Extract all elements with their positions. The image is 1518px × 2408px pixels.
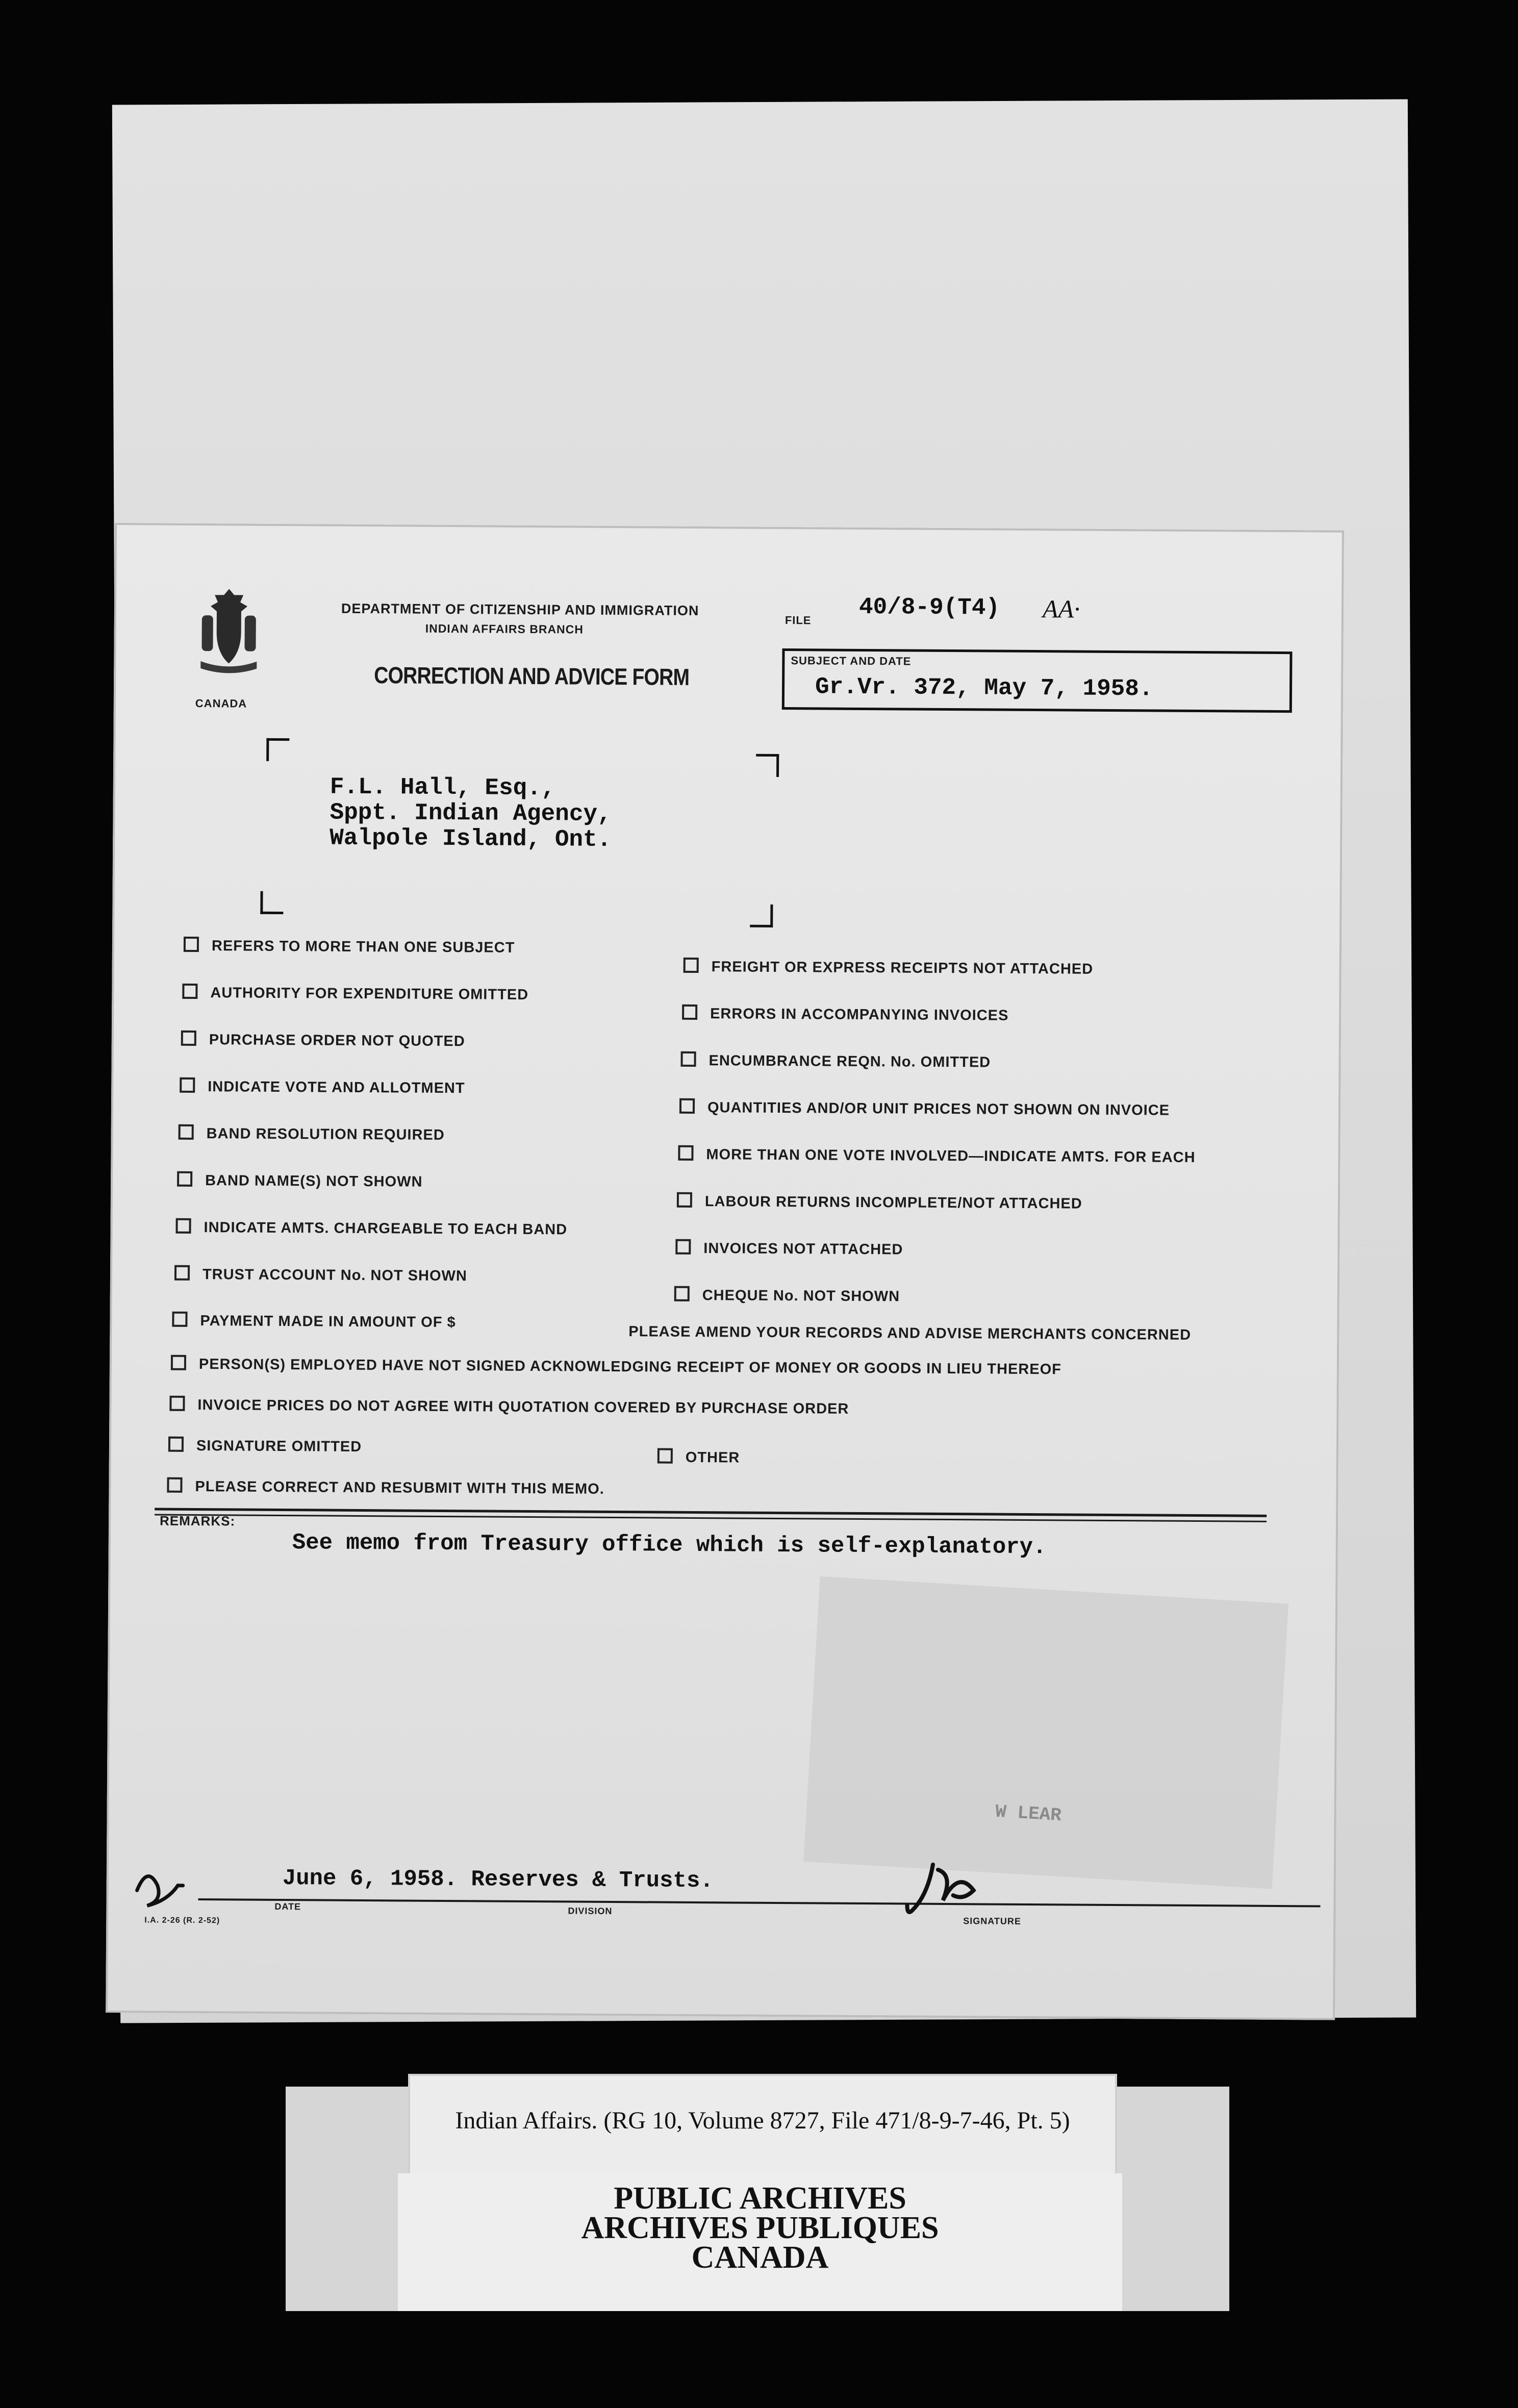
crest-caption: CANADA [195, 696, 247, 710]
checkbox[interactable] [171, 1355, 186, 1370]
checkbox[interactable] [181, 1031, 196, 1046]
checkbox[interactable] [675, 1239, 691, 1255]
checkbox[interactable] [681, 1051, 696, 1067]
address-block [330, 774, 612, 852]
canada-crest-icon [190, 585, 267, 687]
archive-line: ARCHIVES PUBLIQUES [581, 2211, 939, 2245]
remarks-text: See memo from Treasury office which is self-explanatory. [292, 1530, 1047, 1561]
checkbox[interactable] [682, 1005, 697, 1020]
checkbox[interactable] [180, 1077, 195, 1093]
subject-label: SUBJECT AND DATE [791, 654, 912, 668]
address-line: Sppt. Indian Agency, [330, 799, 612, 827]
checkbox[interactable] [177, 1171, 192, 1187]
branch-name: INDIAN AFFAIRS BRANCH [425, 621, 584, 636]
form-title: CORRECTION AND ADVICE FORM [374, 662, 690, 690]
archive-line: CANADA [691, 2240, 829, 2275]
payment-label: PAYMENT MADE IN AMOUNT OF $ [200, 1313, 456, 1331]
department-name: DEPARTMENT OF CITIZENSHIP AND IMMIGRATION [341, 600, 699, 619]
division-label: DIVISION [568, 1905, 613, 1917]
bottom-typed-line: June 6, 1958. Reserves & Trusts. [282, 1866, 714, 1894]
address-corner-top-right [756, 754, 779, 777]
checkbox[interactable] [169, 1396, 185, 1411]
form-number: I.A. 2-26 (R. 2-52) [144, 1916, 220, 1925]
checkbox[interactable] [678, 1145, 693, 1161]
remarks-label: REMARKS: [159, 1513, 236, 1529]
checkbox[interactable] [184, 937, 199, 952]
checkbox[interactable] [182, 984, 197, 999]
checkbox[interactable] [172, 1312, 187, 1327]
checkbox[interactable] [167, 1477, 182, 1493]
faint-stamp-text: W LEAR [995, 1801, 1062, 1826]
signature-scrawl-icon [902, 1854, 994, 1931]
subject-date-box [782, 648, 1293, 713]
payment-note: PLEASE AMEND YOUR RECORDS AND ADVISE MERCHANTS CONCERNED [628, 1323, 1192, 1343]
signature-rule [198, 1898, 1321, 1907]
address-corner-top-left [266, 738, 289, 761]
file-label: FILE [785, 614, 812, 627]
address-corner-bottom-left [260, 891, 283, 914]
checkbox[interactable] [677, 1192, 692, 1208]
signature-label: SIGNATURE [963, 1916, 1022, 1926]
address-corner-bottom-right [750, 905, 773, 927]
checkbox[interactable] [684, 958, 699, 973]
archive-reference: Indian Affairs. (RG 10, Volume 8727, File 471/8-9-7-46, Pt. 5) [455, 2107, 1070, 2134]
faint-stamp-area [803, 1576, 1288, 1889]
checkbox[interactable] [679, 1098, 695, 1114]
address-line: Walpole Island, Ont. [330, 824, 612, 853]
checkbox[interactable] [674, 1286, 690, 1301]
archive-line: PUBLIC ARCHIVES [614, 2181, 906, 2216]
checkbox[interactable] [179, 1124, 194, 1140]
archive-stamp [398, 2173, 1122, 2311]
archive-reference-card [408, 2074, 1117, 2176]
date-label: DATE [274, 1901, 301, 1912]
checkbox[interactable] [657, 1448, 673, 1464]
file-number: 40/8-9(T4) [858, 593, 1000, 621]
initials-scrawl-icon [127, 1854, 209, 1916]
checkbox[interactable] [175, 1218, 191, 1234]
address-line: F.L. Hall, Esq., [330, 773, 555, 802]
correction-advice-form: CANADA DEPARTMENT OF CITIZENSHIP AND IMMIGRATION INDIAN AFFAIRS BRANCH CORRECTION AND ADVICE FORM FILE 40/8-9(T4) AA· SUBJECT AND DATE Gr.Vr. 372, May 7, 1958. F.L. Hall, Esq., Sppt. Indian Agency, Walpole Island, Ont. REFERS TO MORE THAN ONE SUBJECT AUTHORITY FOR EXPENDITURE OMITTED PURCHASE ORDER NOT QUOTED INDICATE VOTE AND ALLOTMENT BAND RESOLUTION REQUIRED BAND NAME(S) NOT SHOWN INDICATE AMTS. CHARGEABLE TO EACH BAND TRUST ACCOUNT No. NOT SHOWN FREIGHT OR EXPRESS RECEIPTS NOT ATTACHED ERRORS IN ACCOMPANYING INVOICES ENCUMBRANCE REQN. No. OMITTED QUANTITIES AND/OR UNIT PRICES NOT SHOWN ON INVOICE MORE THAN ONE VOTE INVOLVED—INDICATE AMTS. FOR EACH LABOUR RETURNS INCOMPLETE/NOT ATTACHED INVOICES NOT ATTACHED CHEQUE No. NOT SHOWN PAYMENT MADE IN AMOUNT OF $ PLEASE AMEND YOUR RECORDS AND ADVISE MERCHANTS CONCERNED PERSON(S) EMPLOYED HAVE NOT SIGNED ACKNOWLEDGING RECEIPT OF MONEY OR GOODS IN LIEU THEREOF INVOICE PRICES DO NOT AGREE WITH QUOTATION COVERED BY PURCHASE ORDER SIGNATURE OMITTED OTHER PLEASE CORRECT AND RESUBMIT WITH THIS MEMO. REMARKS: See memo from Treasury office which is self-explanatory. W LEAR June 6, 1958. Reserves & Trusts. DATE DIVISION SIGNATURE I.A. 2-26 (R. 2-52) [106, 523, 1344, 2020]
subject-value: Gr.Vr. 372, May 7, 1958. [815, 673, 1153, 703]
checkbox[interactable] [174, 1265, 190, 1281]
file-initials: AA· [1042, 594, 1080, 623]
checkbox[interactable] [168, 1437, 184, 1452]
